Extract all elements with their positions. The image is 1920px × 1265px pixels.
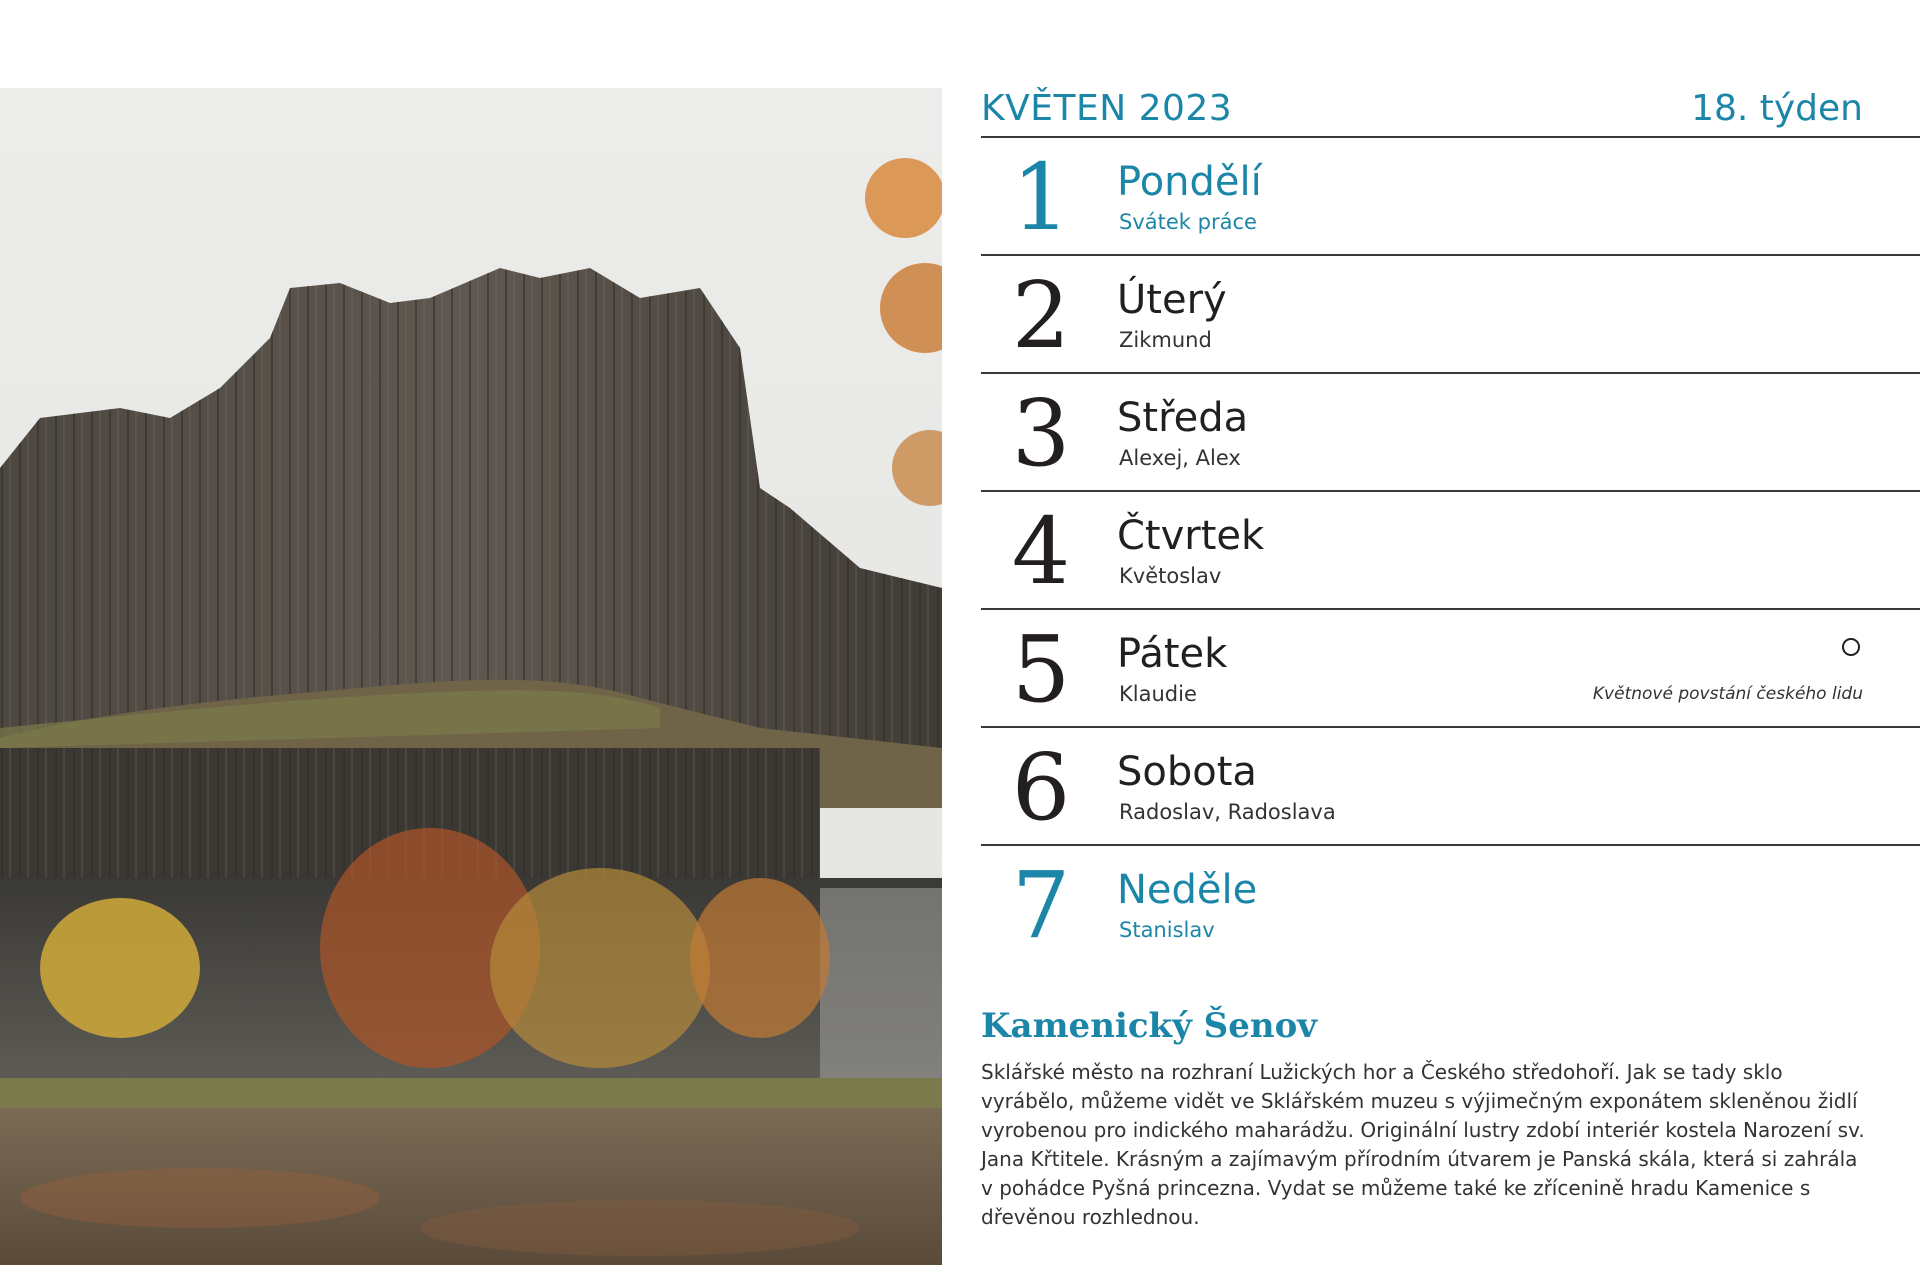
month-title: KVĚTEN 2023: [981, 88, 1233, 129]
day-number: 7: [1011, 852, 1071, 959]
day-number: 3: [1011, 380, 1071, 487]
day-row-3: [981, 372, 1920, 490]
day-nameday: Svátek práce: [1119, 210, 1257, 234]
day-list: [981, 136, 1920, 962]
day-row-7: [981, 844, 1920, 962]
holiday-note: Květnové povstání českého lidu: [1592, 684, 1863, 704]
day-number: 6: [1011, 734, 1071, 841]
day-name: Úterý: [1117, 277, 1227, 323]
day-name: Pondělí: [1117, 159, 1262, 205]
landscape-photo: [0, 88, 942, 1265]
moon-phase-icon: [1842, 638, 1860, 656]
calendar-panel: [981, 88, 1920, 1229]
day-nameday: Zikmund: [1119, 328, 1212, 352]
day-name: Středa: [1117, 395, 1249, 441]
day-number: 1: [1011, 144, 1071, 251]
day-nameday: Klaudie: [1119, 682, 1197, 706]
day-name: Pátek: [1117, 631, 1228, 677]
location-title: Kamenický Šenov: [981, 1006, 1318, 1046]
day-nameday: Alexej, Alex: [1119, 446, 1241, 470]
day-number: 5: [1011, 616, 1071, 723]
location-description: Sklářské město na rozhraní Lužických hor a Českého středohoří. Jak se tady sklo vyrábělo, můžeme vidět ve Sklářském muzeu s výjimečným exponátem skleněnou židlí vyrobenou pro indického maharádžu. Originální lustry zdobí interiér kostela Narození sv. Jana Křtitele. Krásným a zajímavým přírodním útvarem je Panská skála, která si zahrála v pohádce Pyšná princezna. Vydat se můžeme také ke zřícenině hradu Kamenice s dřevěnou rozhlednou.: [981, 1060, 1865, 1229]
day-nameday: Květoslav: [1119, 564, 1222, 588]
day-row-5: [981, 608, 1920, 726]
day-number: 4: [1011, 498, 1071, 605]
day-row-4: [981, 490, 1920, 608]
day-name: Sobota: [1117, 749, 1257, 795]
day-number: 2: [1011, 262, 1071, 369]
day-nameday: Stanislav: [1119, 918, 1215, 942]
day-name: Čtvrtek: [1117, 513, 1265, 559]
day-row-2: [981, 254, 1920, 372]
week-number: 18. týden: [1691, 88, 1863, 129]
calendar-header: [981, 88, 1920, 136]
day-row-6: [981, 726, 1920, 844]
day-nameday: Radoslav, Radoslava: [1119, 800, 1336, 824]
day-name: Neděle: [1117, 867, 1258, 913]
day-row-1: [981, 136, 1920, 254]
